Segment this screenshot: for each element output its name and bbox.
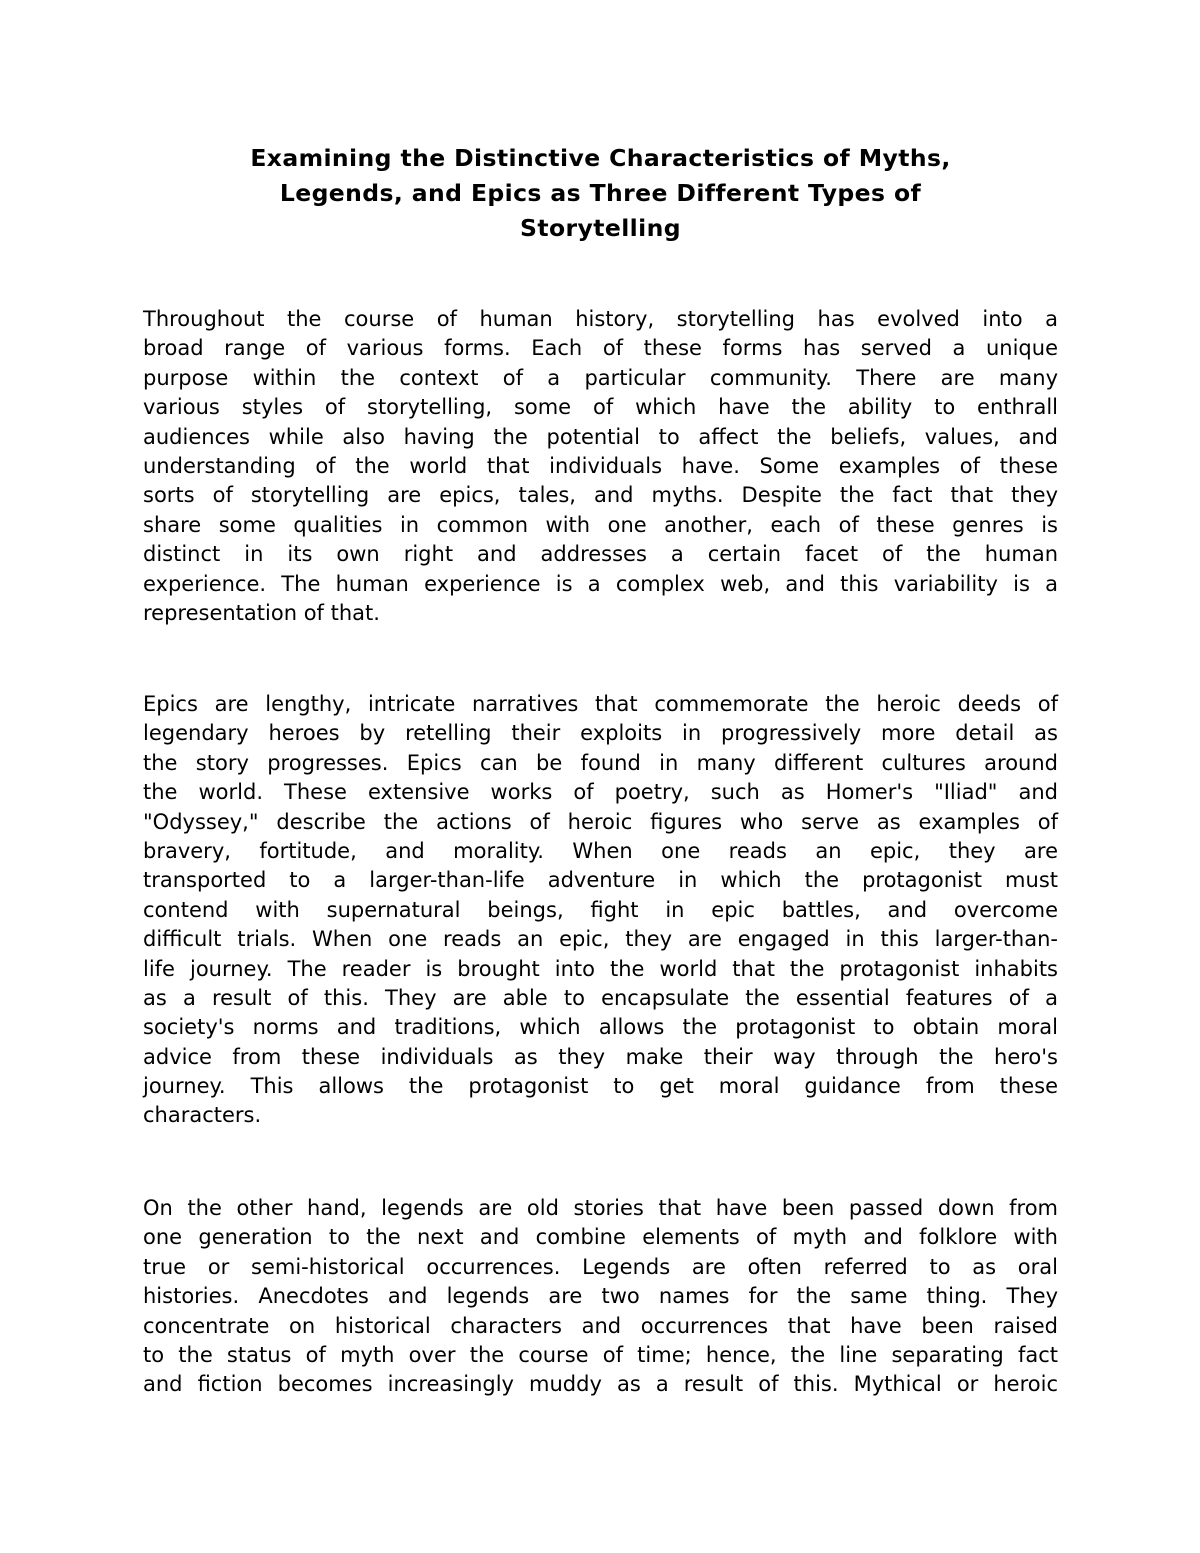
text-line: transported to a larger-than-life adventure in which the protagonist must [143, 868, 1058, 893]
text-line: Throughout the course of human history, storytelling has evolved into a [143, 307, 1058, 331]
text-line: various styles of storytelling, some of which have the ability to enthrall [143, 395, 1058, 420]
text-line: life journey. The reader is brought into the world that the protagonist inhabits [143, 956, 1058, 981]
text-line: distinct in its own right and addresses a certain facet of the human [143, 542, 1058, 567]
text-line: legendary heroes by retelling their exploits in progressively more detail as [143, 721, 1058, 746]
text-line: purpose within the context of a particular community. There are many [143, 365, 1058, 390]
title-line: Storytelling [520, 214, 681, 242]
text-line: true or semi-historical occurrences. Legends are often referred to as oral [143, 1254, 1058, 1279]
text-line: difficult trials. When one reads an epic, they are engaged in this larger-than- [143, 927, 1058, 952]
text-line: contend with supernatural beings, fight in epic battles, and overcome [143, 897, 1058, 922]
text-line: sorts of storytelling are epics, tales, and myths. Despite the fact that they [143, 483, 1058, 508]
text-line: one generation to the next and combine elements of myth and folklore with [143, 1225, 1058, 1250]
text-line: broad range of various forms. Each of these forms has served a unique [143, 336, 1058, 361]
text-line: journey. This allows the protagonist to get moral guidance from these [143, 1074, 1058, 1099]
document-title [143, 141, 1058, 246]
text-line: Epics are lengthy, intricate narratives that commemorate the heroic deeds of [143, 692, 1058, 716]
text-line: experience. The human experience is a complex web, and this variability is a [143, 571, 1058, 596]
text-line: representation of that. [143, 600, 380, 625]
paragraph-epics [143, 690, 1058, 1131]
text-line: understanding of the world that individuals have. Some examples of these [143, 453, 1058, 478]
text-line: and fiction becomes increasingly muddy as a result of this. Mythical or heroic [143, 1372, 1058, 1397]
title-line: Legends, and Epics as Three Different Types of [279, 179, 922, 207]
text-line: characters. [143, 1103, 262, 1128]
text-line: On the other hand, legends are old stories that have been passed down from [143, 1196, 1058, 1220]
text-line: the world. These extensive works of poetry, such as Homer's "Iliad" and [143, 780, 1058, 805]
text-line: histories. Anecdotes and legends are two names for the same thing. They [143, 1284, 1058, 1309]
text-line: society's norms and traditions, which allows the protagonist to obtain moral [143, 1015, 1058, 1040]
text-line: audiences while also having the potential to affect the beliefs, values, and [143, 424, 1058, 449]
text-line: advice from these individuals as they make their way through the hero's [143, 1044, 1058, 1069]
title-line: Examining the Distinctive Characteristics of Myths, [250, 144, 951, 172]
text-line: to the status of myth over the course of time; hence, the line separating fact [143, 1342, 1058, 1367]
text-line: "Odyssey," describe the actions of heroic figures who serve as examples of [143, 809, 1058, 834]
text-line: as a result of this. They are able to encapsulate the essential features of a [143, 985, 1058, 1010]
paragraph-introduction [143, 305, 1058, 628]
text-line: the story progresses. Epics can be found in many different cultures around [143, 750, 1058, 775]
text-line: bravery, fortitude, and morality. When one reads an epic, they are [143, 838, 1058, 863]
paragraph-legends [143, 1194, 1058, 1400]
text-line: concentrate on historical characters and occurrences that have been raised [143, 1313, 1058, 1338]
text-line: share some qualities in common with one another, each of these genres is [143, 512, 1058, 537]
